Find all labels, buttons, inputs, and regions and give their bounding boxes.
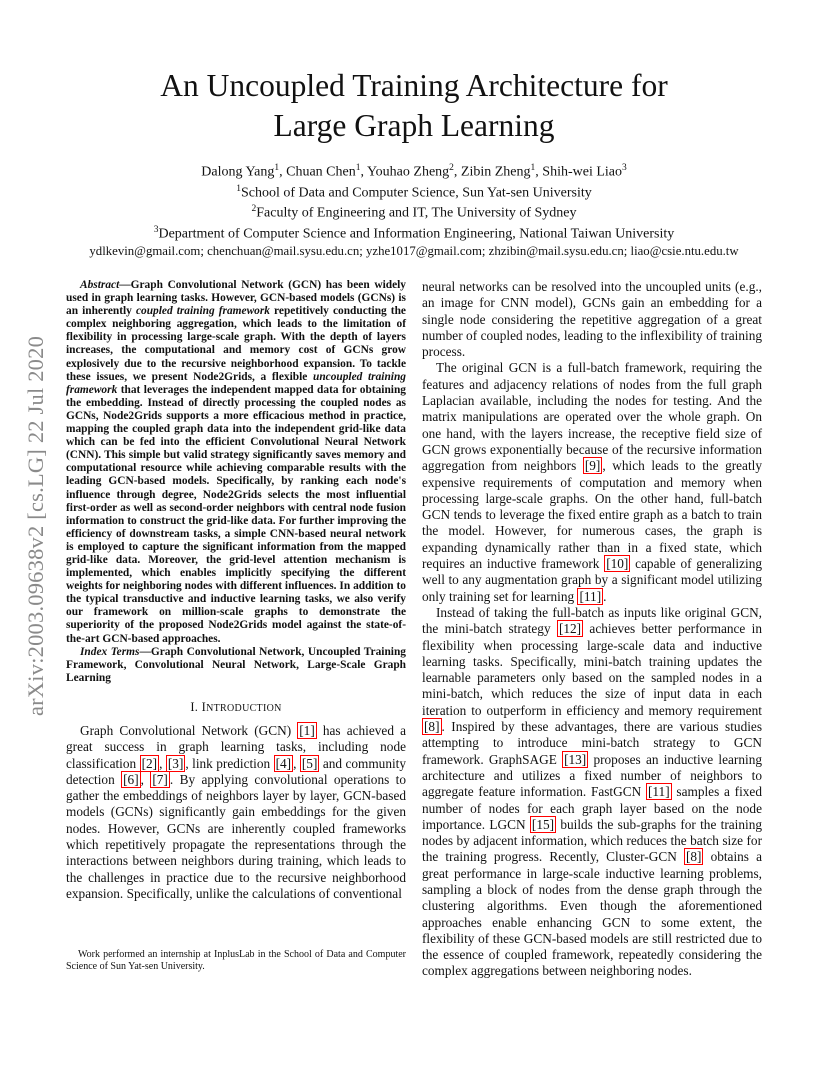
body-text: , which leads to the greatly expensive requirements of computation and memory when processing large-scale graphs. On the other hand, full-batch GCN tends to leverage the fixed entire graph as a batch to train the model. However, for numerous cases, the graph is expanding dynamically rather than in a fixed state, which requires an inductive framework — [422, 458, 762, 572]
author-affiliation-mark: 3 — [622, 163, 627, 173]
affiliation-number: 2 — [251, 204, 257, 215]
body-text: . Inspired by these advantages, there are various studies attempting to introduce mini-batch strategy to GCN framework. GraphSAGE — [422, 719, 762, 767]
body-text: samples a fixed number of nodes for each graph layer based on the node importance. LGCN — [422, 784, 762, 832]
index-terms-label: Index Terms — [80, 645, 140, 658]
author-name: Dalong Yang — [201, 164, 275, 180]
body-text: capable of generalizing well to any augmentation graph by a significant model utilizing only training set for learning — [422, 556, 763, 604]
affiliation-text: Department of Computer Science and Information Engineering, National Taiwan University — [158, 226, 675, 242]
index-terms-dash: — — [139, 645, 151, 658]
abstract-label: Abstract — [80, 279, 120, 291]
citation-link[interactable]: [13] — [564, 751, 587, 767]
body-text: . — [603, 588, 607, 604]
author-emails: ydlkevin@gmail.com; chenchuan@mail.sysu.edu.cn; yzhe1017@gmail.com; zhzibin@mail.sysu.edu.cn; liao@csie.ntu.edu.tw — [89, 243, 739, 258]
citation-link[interactable]: [8] — [424, 719, 440, 735]
body-paragraph — [422, 605, 762, 980]
section-heading-introduction — [66, 700, 406, 715]
affiliation-text: Faculty of Engineering and IT, The University of Sydney — [256, 205, 577, 221]
intro-text: has achieved a great success in graph learning tasks, including node classification — [66, 722, 406, 771]
index-terms-text: Graph Convolutional Network, Uncoupled Training Framework, Convolutional Neural Network, Large-Scale Graph Learning — [66, 645, 406, 684]
arxiv-side-identifier — [6, 296, 66, 756]
affiliation-line — [60, 222, 768, 243]
affiliation-text: School of Data and Computer Science, Sun Yat-sen University — [241, 185, 592, 201]
abstract-text-2: repetitively conducting the complex neighboring aggregation, which leads to the limitation of flexibility in processing large-scale graph. With the depth of layers increases, the computational and memory cost of GCNs grow explosively due to the recursive neighborhood expansion. To tackle these issues, we present Node2Grids, a flexible — [66, 305, 406, 383]
body-text: Instead of taking the full-batch as inputs like original GCN, the mini-batch strategy — [422, 604, 762, 637]
intro-text: and community detection — [66, 755, 407, 787]
body-paragraph — [422, 360, 762, 604]
author-affiliation-mark: 1 — [355, 163, 361, 173]
abstract-text-3: that leverages the independent mapped data for obtaining the embedding. Instead of directly processing the coupled nodes as GCNs, Node2Grids supports a more efficacious method in practice, mapping the coupled graph data into the independent grid-like data which can be fed into the efficient Convolutional Neural Network (CNN). This simple but valid strategy significantly saves memory and computational resource while achieving comparable results with the leading GCN-based models. Specifically, by ranking each node's influence through degree, Node2Grids selects the most influential first-order as well as second-order neighbors with central node fusion information to construct the grid-like data. For further improving the efficiency of downstream tasks, a simple CNN-based neural network is employed to capture the significant information from the mapped grid-like data. Moreover, the grid-level attention mechanism is implemented, which enables implicitly specifying the different weights for neighboring nodes with different influences. In addition to the typical transductive and inductive learning tasks, we also verify our framework on million-scale graphs to demonstrate the superiority of the proposed Node2Grids model against the state-of-the-art GCN-based approaches. — [66, 383, 406, 645]
body-text: obtains a great performance in large-scale inductive learning problems, sampling a block of nodes from the dense graph through the clustering algorithms. Even though the aforementioned approaches enable enhancing GCN to some extent, the flexibility of these GCN-based models are still restricted due to the essence of coupled framework, repeatedly considering the complex aggregations between neighboring nodes. — [422, 849, 762, 979]
intro-text: , — [159, 755, 166, 771]
citation-link[interactable]: [15] — [531, 816, 555, 832]
author-name: Shih-wei Liao — [542, 164, 622, 180]
index-terms — [66, 646, 406, 685]
citation-link[interactable]: [12] — [558, 621, 582, 637]
abstract-emphasis-2: uncoupled training framework — [66, 370, 407, 396]
citation-link[interactable]: [6] — [123, 771, 139, 787]
affiliation-number: 1 — [236, 183, 241, 194]
abstract-dash: — — [119, 279, 131, 291]
intro-text: . By applying convolutional operations to gather the embeddings of neighbors layer by layer, GCN-based models (GCNs) significantly gain embeddings for the given nodes. However, GCNs are inherently coupled frameworks which repetitively propagate the representations through the interactions between neighbors during training, which leads to the challenges in practice due to the recursive neighborhood expansion. Specifically, unlike the calculations of conventional — [66, 771, 407, 901]
abstract-text-1: Graph Convolutional Network (GCN) has been widely used in graph learning tasks. However, GCN-based models (GCNs) is an inherently — [66, 279, 406, 318]
affiliation-number: 3 — [153, 224, 159, 235]
author-block — [60, 160, 768, 260]
author-affiliation-mark: 1 — [274, 163, 280, 173]
citation-link[interactable]: [2] — [141, 755, 158, 771]
body-text: The original GCN is a full-batch framework, requiring the features and adjacency relations of nodes from the full graph Laplacian available, including the nodes for testing. And the matrix manipulations are operated over the whole graph. On one hand, with the layers increase, the receptive field size of GCN grows exponentially because of the recursive information aggregation from neighbors — [422, 360, 762, 474]
left-column — [66, 279, 406, 902]
author-names: Dalong Yang$^1$, Chuan Chen$^1$, Youhao Zheng$^2$, Zibin Zheng$^1$, Shih-wei Liao$^3$ — [201, 163, 627, 180]
title-line-1: An Uncoupled Training Architecture for — [160, 68, 668, 103]
citation-link[interactable]: [11] — [579, 588, 602, 604]
body-text: proposes an inductive learning architecture and utilizes a fixed number of neighbors to aggregate feature information. FastGCN — [422, 751, 762, 800]
author-name: Zibin Zheng — [460, 164, 531, 180]
section-number: I. — [190, 699, 199, 714]
citation-link[interactable]: [4] — [275, 755, 292, 771]
footnote: Work performed an internship at InplusLab in the School of Data and Computer Science of Sun Yat-sen University. — [66, 949, 406, 972]
arxiv-identifier-text: arXiv:2003.09638v2 [cs.LG] 22 Jul 2020 — [23, 335, 48, 717]
body-text: achieves better performance in flexibility when processing large-scale data and inductive learning tasks. Specifically, mini-batch training updates the learnable parameters only based on the sampled nodes in a mini-batch, which reduces the size of input data in each iteration to outperform in efficiency and memory requirement — [422, 621, 762, 718]
author-affiliation-mark: 1 — [530, 163, 536, 173]
intro-text: Graph Convolutional Network (GCN) — [80, 722, 298, 738]
body-paragraph: neural networks can be resolved into the uncoupled units (e.g., an image for CNN model), GCNs gain an embedding for a single node considering the repetitive aggregation of a great number of coupled nodes, leading to the inflexibility of training process. — [422, 279, 762, 360]
intro-paragraph — [66, 723, 406, 902]
paper-title — [80, 66, 748, 146]
right-column — [422, 279, 762, 980]
author-affiliation-mark: 2 — [449, 163, 454, 173]
intro-text: , — [140, 771, 151, 787]
body-text: builds the sub-graphs for the training nodes by adjacent information, which reduces the batch size for the training progress. Recently, Cluster-GCN — [422, 816, 762, 865]
citation-link[interactable]: [1] — [299, 722, 315, 738]
citation-link[interactable]: [8] — [685, 849, 702, 865]
citation-link[interactable]: [9] — [584, 458, 601, 474]
abstract — [66, 279, 406, 646]
author-name: Chuan Chen — [286, 164, 356, 180]
citation-link[interactable]: [11] — [647, 784, 670, 800]
citation-link[interactable]: [3] — [167, 755, 184, 771]
intro-text: , — [293, 755, 300, 771]
affiliation-line — [60, 181, 768, 202]
section-title-rest: NTRODUCTION — [206, 702, 282, 714]
citation-link[interactable]: [7] — [152, 771, 168, 787]
citation-link[interactable]: [5] — [301, 755, 318, 771]
author-name: Youhao Zheng — [366, 164, 450, 180]
citation-link[interactable]: [10] — [606, 556, 629, 572]
intro-text: , link prediction — [185, 755, 274, 771]
section-title-initial: I — [201, 699, 207, 714]
abstract-emphasis-1: coupled training framework — [135, 305, 270, 318]
affiliation-line — [60, 201, 768, 222]
title-line-2: Large Graph Learning — [273, 108, 555, 143]
